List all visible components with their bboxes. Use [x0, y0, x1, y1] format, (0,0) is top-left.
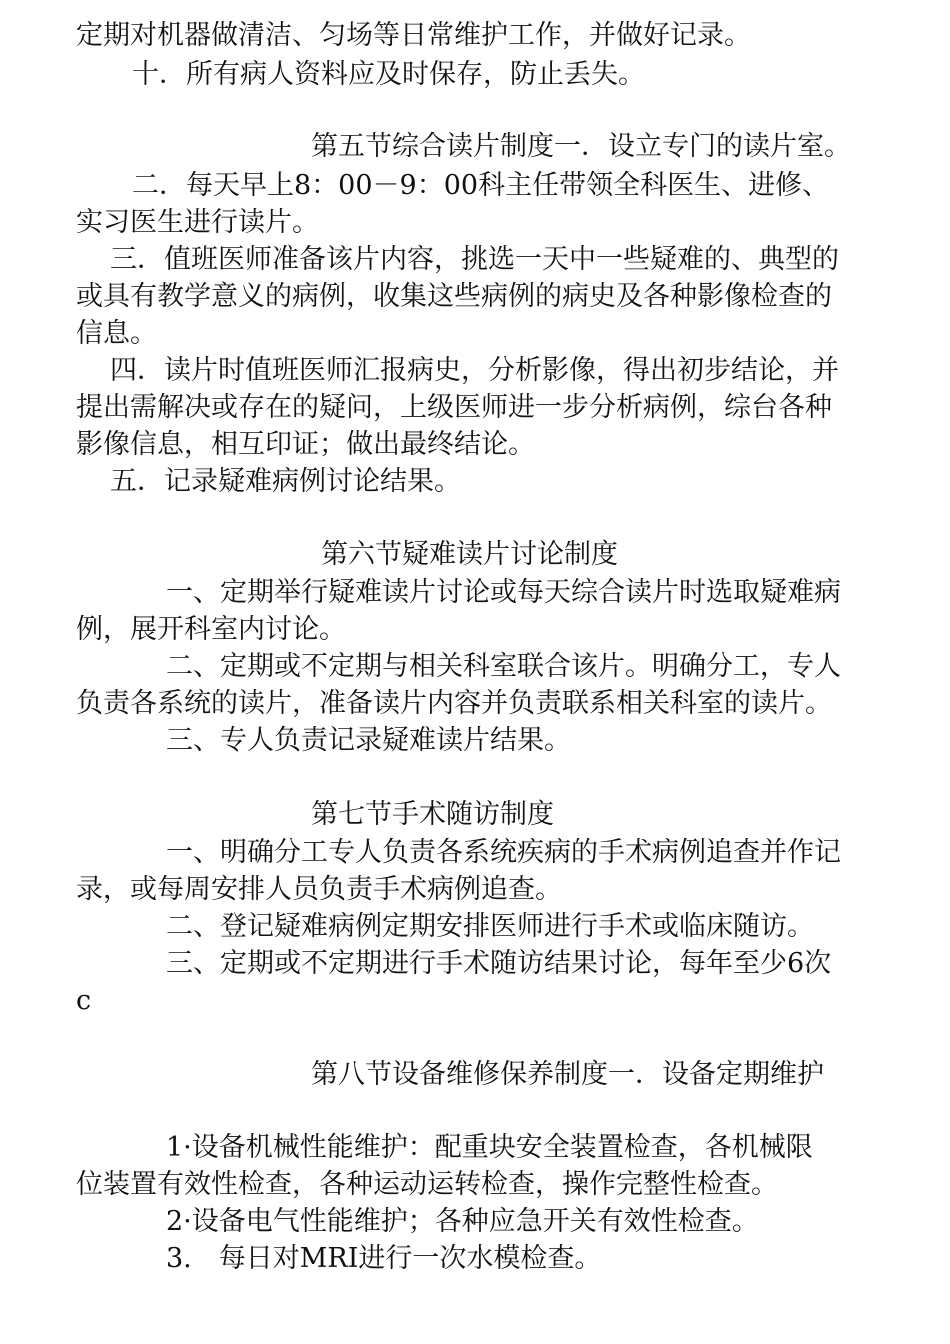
paragraph-line: 信息。 — [76, 318, 157, 349]
paragraph-line: 一、明确分工专人负责各系统疾病的手术病例追查并作记 — [166, 837, 841, 868]
paragraph-line: 录，或每周安排人员负责手术病例追查。 — [76, 874, 562, 905]
paragraph-line: 影像信息，相互印证；做出最终结论。 — [76, 429, 535, 460]
paragraph-line: 实习医生进行读片。 — [76, 207, 319, 238]
paragraph-line: 提出需解决或存在的疑问，上级医师进一步分析病例，综台各种 — [76, 392, 832, 423]
section-heading-7: 第七节手术随访制度 — [311, 799, 554, 830]
paragraph-line: 二、登记疑难病例定期安排医师进行手术或临床随访。 — [166, 911, 814, 942]
paragraph-line: 负责各系统的读片，准备读片内容并负责联系相关科室的读片。 — [76, 688, 832, 719]
paragraph-line: 位装置有效性检查，各种运动运转检查，操作完整性检查。 — [76, 1169, 778, 1200]
paragraph-line: 三．值班医师准备该片内容，挑选一天中一些疑难的、典型的 — [110, 244, 839, 275]
paragraph-line: 定期对机器做清洁、匀场等日常维护工作，并做好记录。 — [76, 20, 751, 51]
paragraph-line: 或具有教学意义的病例，收集这些病例的病史及各种影像检查的 — [76, 281, 832, 312]
paragraph-line: 四．读片时值班医师汇报病史，分析影像，得出初步结论，并 — [110, 355, 839, 386]
section-heading-8: 第八节设备维修保养制度一．设备定期维护 — [311, 1059, 824, 1090]
paragraph-line: 五．记录疑难病例讨论结果。 — [110, 466, 461, 497]
paragraph-line: c — [76, 985, 92, 1016]
paragraph-line: 例，展开科室内讨论。 — [76, 614, 346, 645]
section-heading-5: 第五节综合读片制度一．设立专门的读片室。 — [311, 131, 851, 162]
paragraph-line: 3. 每日对MRI进行一次水模检查。 — [166, 1243, 602, 1274]
paragraph-line: 二、定期或不定期与相关科室联合该片。明确分工，专人 — [166, 651, 841, 682]
paragraph-line: 三、定期或不定期进行手术随访结果讨论，每年至少6次 — [166, 948, 832, 979]
section-heading-6: 第六节疑难读片讨论制度 — [321, 539, 618, 570]
paragraph-line: 二．每天早上8：00－9：00科主任带领全科医生、进修、 — [132, 170, 830, 201]
paragraph-line: 1·设备机械性能维护：配重块安全装置检查，各机械限 — [166, 1132, 813, 1163]
paragraph-line: 一、定期举行疑难读片讨论或每天综合读片时选取疑难病 — [166, 577, 841, 608]
paragraph-line: 2·设备电气性能维护；各种应急开关有效性检查。 — [166, 1206, 759, 1237]
paragraph-line: 十．所有病人资料应及时保存，防止丢失。 — [132, 59, 645, 90]
paragraph-line: 三、专人负责记录疑难读片结果。 — [166, 725, 571, 756]
